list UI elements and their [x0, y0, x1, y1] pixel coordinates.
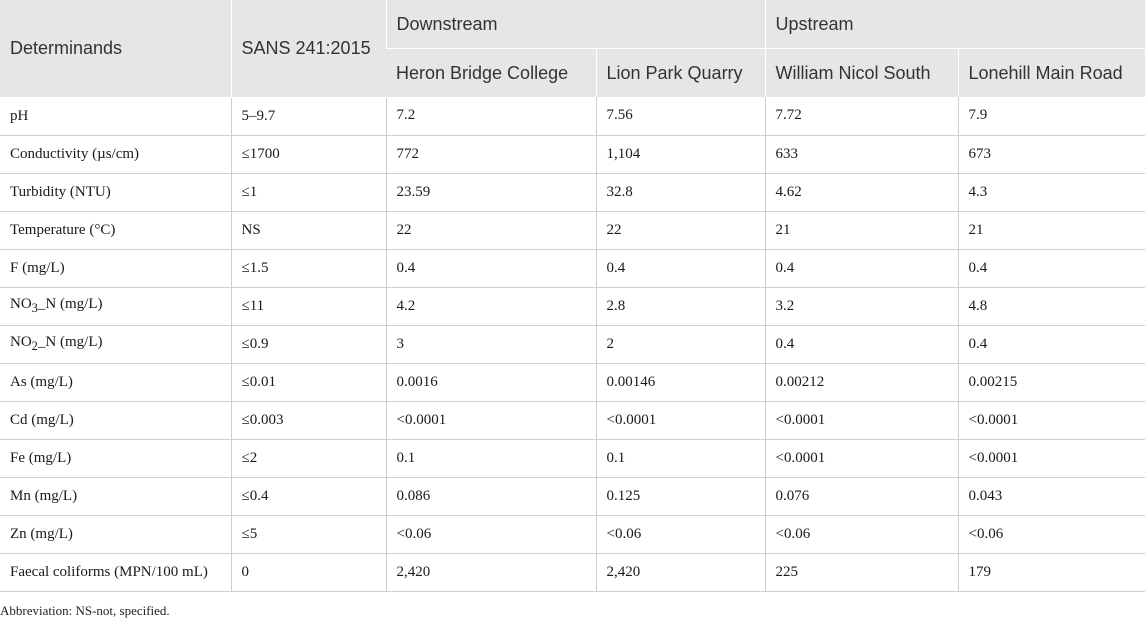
site-value-cell: 225	[765, 553, 958, 591]
determinand-name-cell: Faecal coliforms (MPN/100 mL)	[0, 553, 231, 591]
table-row	[0, 401, 1145, 439]
site-value-cell: <0.0001	[958, 439, 1145, 477]
site-value-cell: 0.4	[765, 325, 958, 363]
standard-limit-cell: ≤5	[231, 515, 386, 553]
site-value-cell: 22	[596, 211, 765, 249]
site-value-cell: 4.2	[386, 287, 596, 325]
site-value-cell: 2.8	[596, 287, 765, 325]
downstream-group-header: Downstream	[386, 0, 765, 49]
footnote: Abbreviation: NS-not, specified.	[0, 603, 170, 618]
table-row	[0, 477, 1145, 515]
site-value-cell: 0.4	[958, 249, 1145, 287]
site-value-cell: 4.3	[958, 173, 1145, 211]
site-value-cell: 0.00212	[765, 363, 958, 401]
table-row	[0, 249, 1145, 287]
standard-header: SANS 241:2015	[231, 0, 386, 97]
site-value-cell: <0.0001	[958, 401, 1145, 439]
determinand-name-cell	[0, 287, 231, 325]
site-value-cell: 23.59	[386, 173, 596, 211]
site-value-cell: 0.4	[765, 249, 958, 287]
standard-limit-cell: NS	[231, 211, 386, 249]
site-value-cell: 0.4	[386, 249, 596, 287]
standard-limit-cell: ≤1700	[231, 135, 386, 173]
standard-limit-cell: ≤0.9	[231, 325, 386, 363]
determinand-name-cell: F (mg/L)	[0, 249, 231, 287]
determinand-name-cell	[0, 325, 231, 363]
table-row	[0, 515, 1145, 553]
determinand-name-cell: pH	[0, 97, 231, 135]
site-value-cell: <0.0001	[596, 401, 765, 439]
site-value-cell: 0.043	[958, 477, 1145, 515]
site-value-cell: <0.0001	[765, 439, 958, 477]
site-value-cell: 21	[958, 211, 1145, 249]
determinand-name-part: NO	[10, 296, 32, 312]
site-value-cell: 2,420	[386, 553, 596, 591]
standard-limit-cell: ≤11	[231, 287, 386, 325]
determinand-name-part: _N (mg/L)	[37, 334, 103, 350]
site-value-cell: 1,104	[596, 135, 765, 173]
site-value-cell: 7.2	[386, 97, 596, 135]
site-value-cell: 0.076	[765, 477, 958, 515]
table-row	[0, 97, 1145, 135]
determinand-name-cell: Zn (mg/L)	[0, 515, 231, 553]
site-value-cell: 0.1	[386, 439, 596, 477]
standard-limit-cell: ≤2	[231, 439, 386, 477]
table-body	[0, 97, 1145, 591]
site-value-cell: 4.8	[958, 287, 1145, 325]
site-header-lion-park-quarry: Lion Park Quarry	[596, 49, 765, 98]
determinand-name-cell: Temperature (°C)	[0, 211, 231, 249]
table-row	[0, 325, 1145, 363]
site-value-cell: 0.1	[596, 439, 765, 477]
site-value-cell: 7.9	[958, 97, 1145, 135]
determinand-name-cell: Turbidity (NTU)	[0, 173, 231, 211]
site-value-cell: <0.06	[765, 515, 958, 553]
site-value-cell: 2,420	[596, 553, 765, 591]
site-header-lonehill-main-road: Lonehill Main Road	[958, 49, 1145, 98]
determinand-name-subscript: 2	[31, 339, 38, 353]
site-value-cell: 772	[386, 135, 596, 173]
table-row	[0, 211, 1145, 249]
standard-limit-cell: ≤1	[231, 173, 386, 211]
table-row	[0, 135, 1145, 173]
determinand-name-part: _N (mg/L)	[37, 296, 103, 312]
table-row	[0, 173, 1145, 211]
site-value-cell: 3	[386, 325, 596, 363]
site-value-cell: 0.4	[958, 325, 1145, 363]
site-value-cell: <0.0001	[386, 401, 596, 439]
site-header-william-nicol-south: William Nicol South	[765, 49, 958, 98]
table-header	[0, 0, 1145, 97]
standard-limit-cell: ≤1.5	[231, 249, 386, 287]
standard-limit-cell: 0	[231, 553, 386, 591]
site-value-cell: 179	[958, 553, 1145, 591]
site-value-cell: 22	[386, 211, 596, 249]
site-header-heron-bridge-college: Heron Bridge College	[386, 49, 596, 98]
site-value-cell: <0.06	[958, 515, 1145, 553]
table-row	[0, 363, 1145, 401]
site-value-cell: 0.00215	[958, 363, 1145, 401]
site-value-cell: 7.72	[765, 97, 958, 135]
site-value-cell: 0.125	[596, 477, 765, 515]
determinand-name-cell: Cd (mg/L)	[0, 401, 231, 439]
site-value-cell: 0.4	[596, 249, 765, 287]
site-value-cell: <0.0001	[765, 401, 958, 439]
table-row	[0, 553, 1145, 591]
standard-limit-cell: ≤0.003	[231, 401, 386, 439]
site-value-cell: 673	[958, 135, 1145, 173]
determinand-name-cell: As (mg/L)	[0, 363, 231, 401]
standard-limit-cell: ≤0.4	[231, 477, 386, 515]
site-value-cell: 0.086	[386, 477, 596, 515]
standard-limit-cell: 5–9.7	[231, 97, 386, 135]
table-row	[0, 439, 1145, 477]
site-value-cell: <0.06	[596, 515, 765, 553]
site-value-cell: <0.06	[386, 515, 596, 553]
site-value-cell: 32.8	[596, 173, 765, 211]
site-value-cell: 0.00146	[596, 363, 765, 401]
determinand-name-cell: Conductivity (µs/cm)	[0, 135, 231, 173]
determinand-name-cell: Mn (mg/L)	[0, 477, 231, 515]
site-value-cell: 2	[596, 325, 765, 363]
determinand-name-cell: Fe (mg/L)	[0, 439, 231, 477]
site-value-cell: 21	[765, 211, 958, 249]
determinands-header: Determinands	[0, 0, 231, 97]
standard-limit-cell: ≤0.01	[231, 363, 386, 401]
site-value-cell: 4.62	[765, 173, 958, 211]
determinand-name-part: NO	[10, 334, 32, 350]
upstream-group-header: Upstream	[765, 0, 1145, 49]
determinand-name-subscript: 3	[31, 301, 38, 315]
site-value-cell: 633	[765, 135, 958, 173]
table-row	[0, 287, 1145, 325]
site-value-cell: 3.2	[765, 287, 958, 325]
site-value-cell: 0.0016	[386, 363, 596, 401]
site-value-cell: 7.56	[596, 97, 765, 135]
